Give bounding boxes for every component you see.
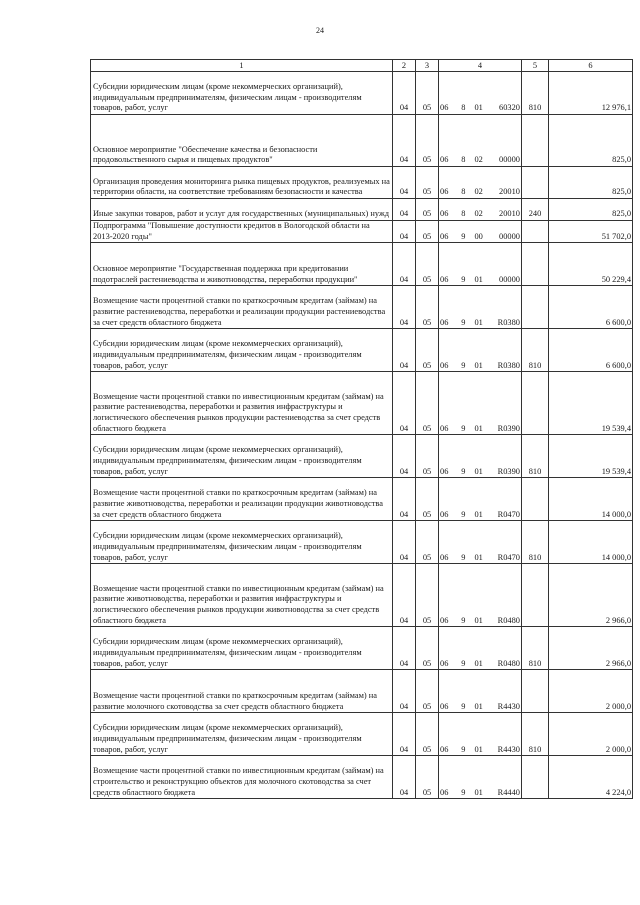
target-code-part: R0480 <box>497 658 520 668</box>
subsection-code-cell: 05 <box>416 478 439 521</box>
row-name-cell: Субсидии юридическим лицам (кроме некоммерческих организаций), индивидуальным предпринимателям, физическим лицам - производителям товаров, работ, услуг <box>91 521 393 564</box>
amount-cell: 19 539,4 <box>549 372 633 435</box>
target-code-part: 06 <box>440 360 449 370</box>
target-code-part: 06 <box>440 274 449 284</box>
row-name-cell: Субсидии юридическим лицам (кроме некоммерческих организаций), индивидуальным предпринимателям, физическим лицам - производителям товаров, работ, услуг <box>91 713 393 756</box>
target-code-part: 06 <box>440 615 449 625</box>
target-code-part: 06 <box>440 552 449 562</box>
target-code-part: 00 <box>474 231 483 241</box>
row-name-cell: Возмещение части процентной ставки по инвестиционным кредитам (займам) на развитие животноводства, переработки и развития инфраструктуры и логистического обеспечения рынков продукции животноводства за счет средств областного бюджета <box>91 564 393 627</box>
table-row <box>91 329 633 372</box>
subsection-code-cell: 05 <box>416 221 439 243</box>
target-code-parts <box>440 788 520 799</box>
target-code-part: 06 <box>440 658 449 668</box>
expense-type-cell <box>522 243 549 286</box>
target-code-part: 9 <box>461 552 466 562</box>
expense-type-cell: 810 <box>522 435 549 478</box>
target-code-part: 06 <box>440 787 449 797</box>
target-code-part: R4430 <box>497 744 520 754</box>
amount-cell: 825,0 <box>549 167 633 199</box>
row-name-cell: Субсидии юридическим лицам (кроме некоммерческих организаций), индивидуальным предпринимателям, физическим лицам - производителям товаров, работ, услуг <box>91 329 393 372</box>
target-code-part: 9 <box>461 787 466 797</box>
target-code-part: 01 <box>474 423 483 433</box>
target-code-cell <box>439 72 522 115</box>
amount-cell: 6 600,0 <box>549 329 633 372</box>
target-code-part: 01 <box>474 787 483 797</box>
amount-cell: 2 966,0 <box>549 627 633 670</box>
expense-type-cell: 810 <box>522 72 549 115</box>
target-code-part: 01 <box>474 103 483 113</box>
expense-type-cell: 240 <box>522 199 549 221</box>
target-code-cell <box>439 521 522 564</box>
subsection-code-cell: 05 <box>416 564 439 627</box>
target-code-part: 06 <box>440 466 449 476</box>
row-name-cell: Возмещение части процентной ставки по инвестиционным кредитам (займам) на строительство и реконструкцию объектов для молочного скотоводства за счет средств областного бюджета <box>91 756 393 799</box>
expense-type-cell <box>522 670 549 713</box>
target-code-part: 01 <box>474 360 483 370</box>
column-header: 3 <box>416 60 439 72</box>
expense-type-cell <box>522 167 549 199</box>
amount-cell: 2 000,0 <box>549 713 633 756</box>
table-row <box>91 756 633 799</box>
target-code-part: 8 <box>461 103 466 113</box>
target-code-part: 02 <box>474 209 483 219</box>
target-code-part: R0380 <box>497 360 520 370</box>
section-code-cell: 04 <box>393 435 416 478</box>
table-row <box>91 167 633 199</box>
target-code-part: 02 <box>474 187 483 197</box>
subsection-code-cell: 05 <box>416 372 439 435</box>
target-code-cell <box>439 243 522 286</box>
target-code-part: 20010 <box>499 187 520 197</box>
subsection-code-cell: 05 <box>416 115 439 167</box>
target-code-parts <box>440 209 520 220</box>
target-code-part: 06 <box>440 744 449 754</box>
row-name-cell: Подпрограмма "Повышение доступности кредитов в Вологодской области на 2013-2020 годы" <box>91 221 393 243</box>
table-row <box>91 243 633 286</box>
target-code-part: 9 <box>461 423 466 433</box>
section-code-cell: 04 <box>393 329 416 372</box>
target-code-part: 9 <box>461 615 466 625</box>
amount-cell: 2 000,0 <box>549 670 633 713</box>
amount-cell: 6 600,0 <box>549 286 633 329</box>
target-code-part: R0480 <box>497 615 520 625</box>
target-code-part: 00000 <box>499 155 520 165</box>
subsection-code-cell: 05 <box>416 286 439 329</box>
target-code-part: 60320 <box>499 103 520 113</box>
budget-table <box>90 59 633 799</box>
subsection-code-cell: 05 <box>416 199 439 221</box>
row-name-cell: Возмещение части процентной ставки по краткосрочным кредитам (займам) на развитие молочного скотоводства за счет средств областного бюджета <box>91 670 393 713</box>
section-code-cell: 04 <box>393 670 416 713</box>
target-code-part: 01 <box>474 552 483 562</box>
target-code-part: 9 <box>461 658 466 668</box>
expense-type-cell <box>522 221 549 243</box>
target-code-cell <box>439 115 522 167</box>
row-name-cell: Основное мероприятие "Обеспечение качества и безопасности продовольственного сырья и пищевых продуктов" <box>91 115 393 167</box>
expense-type-cell <box>522 115 549 167</box>
target-code-part: R0470 <box>497 552 520 562</box>
row-name-cell: Возмещение части процентной ставки по краткосрочным кредитам (займам) на развитие животноводства, переработки и реализации продукции животноводства за счет средств областного бюджета <box>91 478 393 521</box>
section-code-cell: 04 <box>393 243 416 286</box>
amount-cell: 14 000,0 <box>549 478 633 521</box>
target-code-parts <box>440 361 520 372</box>
subsection-code-cell: 05 <box>416 521 439 564</box>
table-row <box>91 713 633 756</box>
column-header: 6 <box>549 60 633 72</box>
target-code-part: R0390 <box>497 423 520 433</box>
column-header: 5 <box>522 60 549 72</box>
target-code-parts <box>440 702 520 713</box>
table-body <box>91 72 633 799</box>
expense-type-cell <box>522 478 549 521</box>
section-code-cell: 04 <box>393 478 416 521</box>
target-code-part: 01 <box>474 317 483 327</box>
section-code-cell: 04 <box>393 521 416 564</box>
amount-cell: 825,0 <box>549 115 633 167</box>
expense-type-cell: 810 <box>522 521 549 564</box>
target-code-part: 01 <box>474 701 483 711</box>
target-code-parts <box>440 275 520 286</box>
amount-cell: 825,0 <box>549 199 633 221</box>
target-code-part: R4440 <box>497 787 520 797</box>
target-code-part: 01 <box>474 615 483 625</box>
target-code-parts <box>440 659 520 670</box>
amount-cell: 19 539,4 <box>549 435 633 478</box>
target-code-cell <box>439 713 522 756</box>
amount-cell: 51 702,0 <box>549 221 633 243</box>
table-row <box>91 478 633 521</box>
section-code-cell: 04 <box>393 72 416 115</box>
target-code-part: 9 <box>461 360 466 370</box>
row-name-cell: Субсидии юридическим лицам (кроме некоммерческих организаций), индивидуальным предпринимателям, физическим лицам - производителям товаров, работ, услуг <box>91 435 393 478</box>
section-code-cell: 04 <box>393 199 416 221</box>
target-code-part: 9 <box>461 744 466 754</box>
subsection-code-cell: 05 <box>416 713 439 756</box>
row-name-cell: Возмещение части процентной ставки по краткосрочным кредитам (займам) на развитие растениеводства, переработки и реализации продукции растениеводства за счет средств областного бюджета <box>91 286 393 329</box>
column-header: 2 <box>393 60 416 72</box>
target-code-cell <box>439 286 522 329</box>
target-code-part: 06 <box>440 103 449 113</box>
section-code-cell: 04 <box>393 221 416 243</box>
target-code-part: 01 <box>474 509 483 519</box>
target-code-part: 06 <box>440 509 449 519</box>
table-row <box>91 372 633 435</box>
target-code-part: 8 <box>461 209 466 219</box>
subsection-code-cell: 05 <box>416 72 439 115</box>
expense-type-cell: 810 <box>522 329 549 372</box>
target-code-part: 8 <box>461 187 466 197</box>
table-row <box>91 435 633 478</box>
expense-type-cell: 810 <box>522 627 549 670</box>
target-code-part: 06 <box>440 231 449 241</box>
target-code-part: 06 <box>440 423 449 433</box>
target-code-part: 06 <box>440 209 449 219</box>
target-code-cell <box>439 221 522 243</box>
table-row <box>91 564 633 627</box>
subsection-code-cell: 05 <box>416 627 439 670</box>
expense-type-cell <box>522 372 549 435</box>
amount-cell: 12 976,1 <box>549 72 633 115</box>
target-code-parts <box>440 467 520 478</box>
section-code-cell: 04 <box>393 627 416 670</box>
target-code-cell <box>439 756 522 799</box>
expense-type-cell: 810 <box>522 713 549 756</box>
target-code-parts <box>440 553 520 564</box>
row-name-cell: Иные закупки товаров, работ и услуг для государственных (муниципальных) нужд <box>91 199 393 221</box>
subsection-code-cell: 05 <box>416 243 439 286</box>
row-name-cell: Субсидии юридическим лицам (кроме некоммерческих организаций), индивидуальным предпринимателям, физическим лицам - производителям товаров, работ, услуг <box>91 627 393 670</box>
amount-cell: 14 000,0 <box>549 521 633 564</box>
target-code-part: 06 <box>440 187 449 197</box>
table-row <box>91 221 633 243</box>
section-code-cell: 04 <box>393 286 416 329</box>
target-code-parts <box>440 155 520 166</box>
table-header-row <box>91 60 633 72</box>
target-code-part: 9 <box>461 274 466 284</box>
target-code-part: 9 <box>461 701 466 711</box>
target-code-part: 01 <box>474 466 483 476</box>
target-code-cell <box>439 478 522 521</box>
column-header: 4 <box>439 60 522 72</box>
row-name-cell: Субсидии юридическим лицам (кроме некоммерческих организаций), индивидуальным предпринимателям, физическим лицам - производителям товаров, работ, услуг <box>91 72 393 115</box>
target-code-part: 9 <box>461 466 466 476</box>
target-code-part: 9 <box>461 509 466 519</box>
target-code-parts <box>440 103 520 114</box>
target-code-cell <box>439 627 522 670</box>
subsection-code-cell: 05 <box>416 329 439 372</box>
table-row <box>91 286 633 329</box>
target-code-parts <box>440 510 520 521</box>
target-code-part: 9 <box>461 317 466 327</box>
target-code-cell <box>439 372 522 435</box>
section-code-cell: 04 <box>393 167 416 199</box>
target-code-parts <box>440 318 520 329</box>
column-header: 1 <box>91 60 393 72</box>
target-code-parts <box>440 232 520 243</box>
target-code-cell <box>439 435 522 478</box>
target-code-part: 02 <box>474 155 483 165</box>
section-code-cell: 04 <box>393 756 416 799</box>
table-row <box>91 72 633 115</box>
amount-cell: 50 229,4 <box>549 243 633 286</box>
target-code-parts <box>440 745 520 756</box>
target-code-part: R4430 <box>497 701 520 711</box>
subsection-code-cell: 05 <box>416 756 439 799</box>
target-code-part: 06 <box>440 155 449 165</box>
target-code-part: 00000 <box>499 231 520 241</box>
section-code-cell: 04 <box>393 564 416 627</box>
page-number: 24 <box>316 26 324 35</box>
expense-type-cell <box>522 286 549 329</box>
target-code-cell <box>439 670 522 713</box>
subsection-code-cell: 05 <box>416 435 439 478</box>
row-name-cell: Основное мероприятие "Государственная поддержка при кредитовании подотраслей растениеводства и животноводства, переработки продукции" <box>91 243 393 286</box>
target-code-part: R0390 <box>497 466 520 476</box>
target-code-part: R0470 <box>497 509 520 519</box>
target-code-parts <box>440 424 520 435</box>
section-code-cell: 04 <box>393 115 416 167</box>
row-name-cell: Возмещение части процентной ставки по инвестиционным кредитам (займам) на развитие растениеводства, переработки и развития инфраструктуры и логистического обеспечения рынков продукции растениеводства за счет средств областного бюджета <box>91 372 393 435</box>
target-code-part: 01 <box>474 744 483 754</box>
target-code-part: 8 <box>461 155 466 165</box>
expense-type-cell <box>522 564 549 627</box>
target-code-part: 06 <box>440 317 449 327</box>
target-code-cell <box>439 329 522 372</box>
table-row <box>91 627 633 670</box>
table-row <box>91 199 633 221</box>
subsection-code-cell: 05 <box>416 670 439 713</box>
target-code-part: 01 <box>474 658 483 668</box>
target-code-part: 01 <box>474 274 483 284</box>
target-code-part: 00000 <box>499 274 520 284</box>
table-row <box>91 521 633 564</box>
amount-cell: 2 966,0 <box>549 564 633 627</box>
row-name-cell: Организация проведения мониторинга рынка пищевых продуктов, реализуемых на территории области, на соответствие требованиям безопасности и качества <box>91 167 393 199</box>
target-code-part: 9 <box>461 231 466 241</box>
section-code-cell: 04 <box>393 713 416 756</box>
target-code-parts <box>440 616 520 627</box>
target-code-cell <box>439 167 522 199</box>
target-code-part: 20010 <box>499 209 520 219</box>
target-code-part: 06 <box>440 701 449 711</box>
target-code-parts <box>440 187 520 198</box>
table-row <box>91 670 633 713</box>
target-code-cell <box>439 564 522 627</box>
section-code-cell: 04 <box>393 372 416 435</box>
subsection-code-cell: 05 <box>416 167 439 199</box>
amount-cell: 4 224,0 <box>549 756 633 799</box>
table-row <box>91 115 633 167</box>
expense-type-cell <box>522 756 549 799</box>
target-code-part: R0380 <box>497 317 520 327</box>
target-code-cell <box>439 199 522 221</box>
